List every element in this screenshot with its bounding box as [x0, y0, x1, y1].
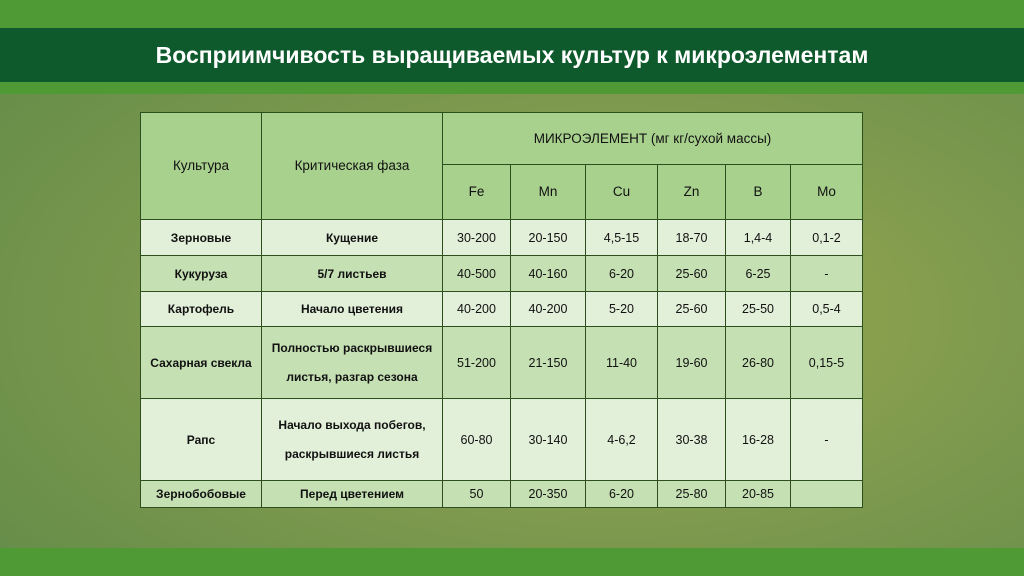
- crop-cell: Картофель: [141, 292, 262, 327]
- table-row: [141, 292, 863, 327]
- title-bar: [0, 28, 1024, 82]
- value-cell-mo: 0,15-5: [791, 327, 863, 399]
- title-underline-stripe: [0, 82, 1024, 94]
- value-cell-fe: 51-200: [443, 327, 511, 399]
- crop-cell: Кукуруза: [141, 256, 262, 292]
- value-cell-fe: 50: [443, 481, 511, 508]
- value-cell-cu: 6-20: [586, 256, 658, 292]
- bottom-stripe: [0, 548, 1024, 576]
- value-cell-fe: 40-200: [443, 292, 511, 327]
- value-cell-cu: 6-20: [586, 481, 658, 508]
- value-cell-cu: 5-20: [586, 292, 658, 327]
- value-cell-mo: -: [791, 399, 863, 481]
- value-cell-mn: 20-350: [511, 481, 586, 508]
- value-cell-b: 1,4-4: [726, 220, 791, 256]
- top-stripe: [0, 0, 1024, 28]
- micronutrient-table: [140, 112, 863, 508]
- header-phase: Критическая фаза: [262, 113, 443, 220]
- phase-cell: [262, 399, 443, 481]
- value-cell-b: 20-85: [726, 481, 791, 508]
- crop-cell: Рапс: [141, 399, 262, 481]
- phase-line: 5/7 листьев: [317, 266, 387, 281]
- value-cell-mo: [791, 481, 863, 508]
- phase-cell: [262, 220, 443, 256]
- header-element-zn: Zn: [658, 165, 726, 220]
- value-cell-fe: 30-200: [443, 220, 511, 256]
- value-cell-zn: 25-60: [658, 292, 726, 327]
- phase-cell: [262, 256, 443, 292]
- table-row: [141, 256, 863, 292]
- value-cell-fe: 40-500: [443, 256, 511, 292]
- value-cell-mn: 30-140: [511, 399, 586, 481]
- header-element-fe: Fe: [443, 165, 511, 220]
- phase-line: Перед цветением: [300, 487, 404, 501]
- header-element-cu: Cu: [586, 165, 658, 220]
- crop-cell: Зернобобовые: [141, 481, 262, 508]
- phase-line: листья, разгар сезона: [286, 369, 418, 384]
- value-cell-mn: 21-150: [511, 327, 586, 399]
- table-row: [141, 327, 863, 399]
- value-cell-zn: 30-38: [658, 399, 726, 481]
- table-row: [141, 220, 863, 256]
- table-body: [141, 220, 863, 508]
- phase-line: Начало выхода побегов,: [278, 417, 426, 432]
- phase-line: Кущение: [325, 230, 379, 245]
- crop-cell: Зерновые: [141, 220, 262, 256]
- table-row: [141, 481, 863, 508]
- header-element-mo: Mo: [791, 165, 863, 220]
- header-crop: Культура: [141, 113, 262, 220]
- value-cell-zn: 25-80: [658, 481, 726, 508]
- header-microelement: МИКРОЭЛЕМЕНТ (мг кг/сухой массы): [443, 113, 863, 165]
- value-cell-zn: 25-60: [658, 256, 726, 292]
- value-cell-mo: 0,1-2: [791, 220, 863, 256]
- phase-line: Полностью раскрывшиеся: [271, 340, 433, 355]
- value-cell-b: 26-80: [726, 327, 791, 399]
- crop-cell: Сахарная свекла: [141, 327, 262, 399]
- value-cell-zn: 19-60: [658, 327, 726, 399]
- value-cell-mo: -: [791, 256, 863, 292]
- value-cell-mo: 0,5-4: [791, 292, 863, 327]
- value-cell-fe: 60-80: [443, 399, 511, 481]
- value-cell-b: 16-28: [726, 399, 791, 481]
- value-cell-b: 25-50: [726, 292, 791, 327]
- value-cell-mn: 40-200: [511, 292, 586, 327]
- phase-line: раскрывшиеся листья: [284, 446, 420, 461]
- value-cell-cu: 4-6,2: [586, 399, 658, 481]
- page-title: Восприимчивость выращиваемых культур к микроэлементам: [155, 41, 869, 68]
- header-element-mn: Mn: [511, 165, 586, 220]
- value-cell-cu: 11-40: [586, 327, 658, 399]
- phase-cell: [262, 292, 443, 327]
- value-cell-mn: 40-160: [511, 256, 586, 292]
- value-cell-b: 6-25: [726, 256, 791, 292]
- value-cell-mn: 20-150: [511, 220, 586, 256]
- phase-line: Начало цветения: [300, 302, 404, 316]
- value-cell-zn: 18-70: [658, 220, 726, 256]
- phase-cell: [262, 327, 443, 399]
- value-cell-cu: 4,5-15: [586, 220, 658, 256]
- header-element-b: B: [726, 165, 791, 220]
- phase-cell: [262, 481, 443, 508]
- table-row: [141, 399, 863, 481]
